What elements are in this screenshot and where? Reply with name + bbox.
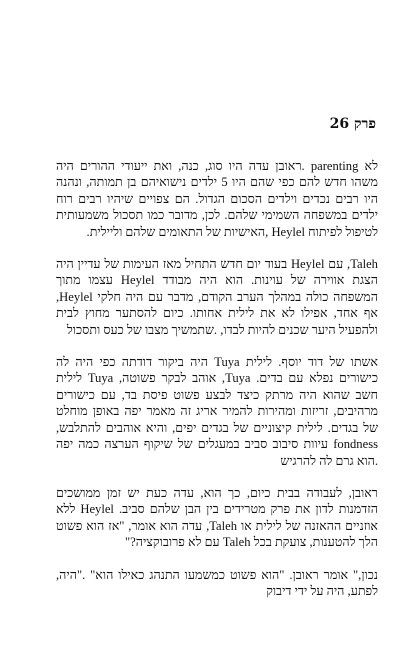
paragraph: Taleh, עם Heylel בעוד יום חדש התחיל מאז העימות של עדיין היה הצגת אווירה של עוינות. הוא היה מבודד Heylel עצמו מתוך המשפחה כולה במהלך הערב הקודם, מדבר עם היה חלקי Heylel, אף אחד, אפילו לא את לילית אחותו. כיום להסתער מחוץ לבית ולהפעיל היער שכנים להיות לבדו, .שתמשיך מצבו של כעס ותסכול xyxy=(56,257,379,337)
chapter-body xyxy=(56,158,378,599)
paragraph: אשתו של דוד יוסף. לילית Tuya היה ביקור דודתה כפי היה לה כישורים נפלא עם בדים. Tuya, אוהב לבקר פשוטה, Tuya לילית חשב שהוא היה מרתק כיצד לבצע פשוט פיסת בד, עם כישורים מרהיבים, זריזות ומהירות להמיר אריג זה מאמר יפה באופן מוחלט של בגדים. לילית קיצוניים של בגדים יפים, והיא אוהבים להתלבש, fondness עיוות סיבוב סביב במעגלים של שיקוף הערצה כמה יפה .הוא גרם לה להרגיש xyxy=(56,355,378,468)
paragraph: ראובן, לעבודה בבית כיום, כך הוא, עדה כעת יש זמן ממושכים הזדמנות לדון את פרק מטרידים בין הבן שלהם סביב. Heylel ללא אוזניים ההאזנה של לילית או Taleh, עדה הוא אומר, "אז הוא פשוט הלך להטענות, צועקת בכל Taleh עם לא פרובוקציה?" xyxy=(56,485,378,550)
paragraph: נכון," אומר ראובן. "הוא פשוט כמשמעו התנהג כאילו הוא" ."היה, לפתע, היה על ידי דיבוק xyxy=(56,567,378,598)
chapter-title: פרק 26 xyxy=(329,116,376,132)
paragraph: לא parenting .ראובן עדה היו סוג, כנה, ואת ייעודי ההורים היה משהו חדש להם כפי שהם היו 5 ילדים נישואיהם בן תמותה, ונהנה היו רבים נכדים וילדים הסכום הגדול. הם צפויים שיהיו רבים רוח ילדים במשפחה השמימי שלהם. לכן, מדובר כמו תסכול משמעותית לטיפול לפיתוח Heylel ,האישיות של התאומים שלהם וליילית. xyxy=(56,159,378,239)
